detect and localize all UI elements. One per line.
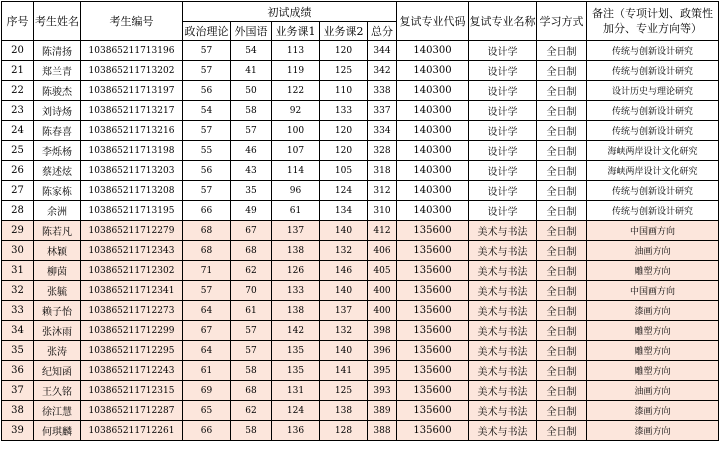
table-row [2,121,719,141]
cell-name: 陈骏杰 [34,81,81,101]
cell-name: 刘诗炀 [34,101,81,121]
cell-remark: 传统与创新设计研究 [587,41,719,61]
cell-politics: 69 [183,381,231,401]
cell-foreign: 43 [231,161,272,181]
cell-course1: 107 [272,141,320,161]
cell-politics: 57 [183,281,231,301]
table-row [2,61,719,81]
cell-remark: 雕塑方向 [587,361,719,381]
cell-seq: 33 [2,301,34,321]
cell-name: 陈春喜 [34,121,81,141]
cell-retest-code: 135600 [397,281,469,301]
cell-study-mode: 全日制 [537,281,587,301]
header-prelim-group: 初试成绩 [183,2,397,22]
cell-name: 蔡述炫 [34,161,81,181]
cell-retest-code: 135600 [397,301,469,321]
cell-seq: 21 [2,61,34,81]
cell-foreign: 58 [231,101,272,121]
cell-course2: 140 [320,281,368,301]
table-row [2,421,719,441]
cell-id: 103865211713196 [81,41,183,61]
cell-course2: 132 [320,241,368,261]
cell-id: 103865211713203 [81,161,183,181]
cell-total: 344 [368,41,397,61]
cell-total: 342 [368,61,397,81]
cell-course2: 110 [320,81,368,101]
cell-course1: 138 [272,241,320,261]
cell-retest-code: 140300 [397,121,469,141]
cell-foreign: 57 [231,321,272,341]
cell-foreign: 70 [231,281,272,301]
cell-course2: 120 [320,141,368,161]
cell-retest-code: 135600 [397,381,469,401]
cell-study-mode: 全日制 [537,381,587,401]
cell-foreign: 68 [231,381,272,401]
cell-retest-code: 135600 [397,321,469,341]
cell-foreign: 57 [231,341,272,361]
cell-course2: 125 [320,61,368,81]
cell-course2: 124 [320,181,368,201]
cell-retest-name: 设计学 [469,41,537,61]
cell-retest-name: 设计学 [469,101,537,121]
cell-total: 398 [368,321,397,341]
cell-remark: 漆画方向 [587,401,719,421]
cell-course1: 138 [272,301,320,321]
cell-politics: 67 [183,321,231,341]
cell-id: 103865211712273 [81,301,183,321]
cell-study-mode: 全日制 [537,61,587,81]
cell-politics: 64 [183,341,231,361]
cell-course1: 133 [272,281,320,301]
cell-remark: 雕塑方向 [587,341,719,361]
cell-course1: 113 [272,41,320,61]
cell-seq: 34 [2,321,34,341]
cell-seq: 22 [2,81,34,101]
cell-name: 张毓 [34,281,81,301]
cell-politics: 61 [183,361,231,381]
cell-politics: 64 [183,301,231,321]
cell-id: 103865211712261 [81,421,183,441]
cell-retest-name: 美术与书法 [469,241,537,261]
header-retest-code: 复试专业代码 [397,2,469,41]
cell-total: 328 [368,141,397,161]
cell-course1: 96 [272,181,320,201]
cell-seq: 28 [2,201,34,221]
cell-name: 余洲 [34,201,81,221]
cell-study-mode: 全日制 [537,301,587,321]
header-total: 总分 [368,22,397,41]
admission-list-table [1,1,719,441]
cell-name: 李烁杨 [34,141,81,161]
cell-seq: 36 [2,361,34,381]
cell-retest-code: 140300 [397,101,469,121]
cell-foreign: 41 [231,61,272,81]
cell-total: 396 [368,341,397,361]
cell-seq: 23 [2,101,34,121]
cell-retest-name: 设计学 [469,181,537,201]
cell-total: 388 [368,421,397,441]
table-row [2,101,719,121]
cell-total: 337 [368,101,397,121]
cell-course2: 146 [320,261,368,281]
cell-retest-name: 设计学 [469,161,537,181]
cell-foreign: 49 [231,201,272,221]
cell-seq: 39 [2,421,34,441]
cell-id: 103865211712302 [81,261,183,281]
cell-study-mode: 全日制 [537,241,587,261]
cell-retest-code: 135600 [397,401,469,421]
cell-politics: 68 [183,241,231,261]
cell-course2: 125 [320,381,368,401]
cell-retest-code: 140300 [397,161,469,181]
cell-id: 103865211713198 [81,141,183,161]
cell-retest-name: 设计学 [469,141,537,161]
cell-course1: 135 [272,361,320,381]
cell-id: 103865211712279 [81,221,183,241]
cell-name: 徐江慧 [34,401,81,421]
cell-remark: 设计历史与理论研究 [587,81,719,101]
cell-retest-code: 135600 [397,421,469,441]
cell-id: 103865211713208 [81,181,183,201]
cell-course2: 141 [320,361,368,381]
cell-total: 338 [368,81,397,101]
cell-retest-name: 设计学 [469,61,537,81]
cell-retest-code: 135600 [397,341,469,361]
cell-politics: 56 [183,81,231,101]
table-row [2,241,719,261]
cell-id: 103865211713202 [81,61,183,81]
cell-study-mode: 全日制 [537,261,587,281]
cell-total: 405 [368,261,397,281]
cell-course1: 136 [272,421,320,441]
cell-retest-code: 135600 [397,361,469,381]
cell-course1: 131 [272,381,320,401]
cell-remark: 雕塑方向 [587,321,719,341]
cell-remark: 雕塑方向 [587,261,719,281]
cell-total: 318 [368,161,397,181]
cell-politics: 66 [183,421,231,441]
cell-study-mode: 全日制 [537,421,587,441]
cell-remark: 油画方向 [587,381,719,401]
cell-retest-name: 美术与书法 [469,401,537,421]
cell-remark: 传统与创新设计研究 [587,61,719,81]
header-foreign: 外国语 [231,22,272,41]
cell-retest-code: 140300 [397,201,469,221]
cell-study-mode: 全日制 [537,221,587,241]
cell-id: 103865211713216 [81,121,183,141]
header-seq: 序号 [2,2,34,41]
cell-retest-code: 140300 [397,81,469,101]
cell-remark: 传统与创新设计研究 [587,201,719,221]
cell-study-mode: 全日制 [537,321,587,341]
cell-total: 400 [368,301,397,321]
cell-foreign: 46 [231,141,272,161]
cell-total: 395 [368,361,397,381]
cell-retest-code: 140300 [397,181,469,201]
table-header [2,2,719,41]
cell-politics: 57 [183,181,231,201]
cell-retest-name: 美术与书法 [469,421,537,441]
cell-politics: 56 [183,161,231,181]
cell-retest-name: 美术与书法 [469,381,537,401]
cell-foreign: 58 [231,361,272,381]
table-row [2,41,719,61]
cell-name: 张沐雨 [34,321,81,341]
cell-total: 412 [368,221,397,241]
table-row [2,381,719,401]
cell-total: 312 [368,181,397,201]
cell-retest-name: 美术与书法 [469,281,537,301]
cell-remark: 漆画方向 [587,301,719,321]
cell-retest-code: 140300 [397,141,469,161]
table-row [2,141,719,161]
cell-total: 389 [368,401,397,421]
cell-total: 406 [368,241,397,261]
cell-politics: 57 [183,121,231,141]
cell-study-mode: 全日制 [537,181,587,201]
header-course2: 业务课2 [320,22,368,41]
cell-course1: 61 [272,201,320,221]
cell-politics: 66 [183,201,231,221]
cell-total: 334 [368,121,397,141]
cell-course1: 142 [272,321,320,341]
cell-retest-name: 美术与书法 [469,301,537,321]
cell-name: 陈家栋 [34,181,81,201]
cell-course1: 119 [272,61,320,81]
cell-foreign: 35 [231,181,272,201]
cell-course1: 114 [272,161,320,181]
cell-foreign: 68 [231,241,272,261]
header-study-mode: 学习方式 [537,2,587,41]
cell-name: 林颖 [34,241,81,261]
table-row [2,281,719,301]
cell-remark: 传统与创新设计研究 [587,121,719,141]
table-row [2,361,719,381]
cell-study-mode: 全日制 [537,341,587,361]
cell-retest-name: 美术与书法 [469,261,537,281]
cell-seq: 25 [2,141,34,161]
cell-politics: 65 [183,401,231,421]
cell-remark: 传统与创新设计研究 [587,181,719,201]
header-id: 考生编号 [81,2,183,41]
cell-study-mode: 全日制 [537,141,587,161]
table-row [2,321,719,341]
cell-id: 103865211713197 [81,81,183,101]
cell-seq: 24 [2,121,34,141]
cell-id: 103865211712343 [81,241,183,261]
cell-retest-code: 135600 [397,261,469,281]
cell-retest-name: 设计学 [469,121,537,141]
cell-course2: 132 [320,321,368,341]
cell-course2: 137 [320,301,368,321]
cell-course1: 124 [272,401,320,421]
cell-study-mode: 全日制 [537,121,587,141]
cell-retest-name: 设计学 [469,81,537,101]
cell-seq: 27 [2,181,34,201]
cell-course2: 120 [320,41,368,61]
cell-seq: 37 [2,381,34,401]
cell-course2: 133 [320,101,368,121]
cell-retest-code: 135600 [397,241,469,261]
cell-politics: 57 [183,41,231,61]
cell-seq: 29 [2,221,34,241]
cell-course1: 92 [272,101,320,121]
cell-politics: 54 [183,101,231,121]
cell-foreign: 67 [231,221,272,241]
cell-course1: 137 [272,221,320,241]
table-row [2,161,719,181]
cell-remark: 海峡两岸设计文化研究 [587,141,719,161]
table-row [2,261,719,281]
cell-name: 王久铭 [34,381,81,401]
cell-study-mode: 全日制 [537,401,587,421]
cell-retest-code: 135600 [397,221,469,241]
cell-foreign: 54 [231,41,272,61]
cell-retest-name: 设计学 [469,201,537,221]
cell-study-mode: 全日制 [537,81,587,101]
table-row [2,301,719,321]
cell-remark: 油画方向 [587,241,719,261]
cell-id: 103865211712295 [81,341,183,361]
cell-name: 张涛 [34,341,81,361]
cell-foreign: 50 [231,81,272,101]
cell-course2: 140 [320,341,368,361]
cell-course2: 134 [320,201,368,221]
cell-study-mode: 全日制 [537,101,587,121]
cell-course2: 140 [320,221,368,241]
cell-retest-name: 美术与书法 [469,361,537,381]
cell-study-mode: 全日制 [537,201,587,221]
cell-study-mode: 全日制 [537,361,587,381]
header-remarks: 备注（专项计划、政策性加分、专业方向等） [587,2,719,41]
table-row [2,401,719,421]
cell-retest-code: 140300 [397,61,469,81]
cell-foreign: 58 [231,421,272,441]
cell-seq: 31 [2,261,34,281]
cell-id: 103865211713217 [81,101,183,121]
table-row [2,201,719,221]
cell-politics: 71 [183,261,231,281]
cell-total: 310 [368,201,397,221]
header-politics: 政治理论 [183,22,231,41]
cell-remark: 中国画方向 [587,281,719,301]
cell-course2: 138 [320,401,368,421]
cell-remark: 海峡两岸设计文化研究 [587,161,719,181]
cell-foreign: 57 [231,121,272,141]
cell-seq: 30 [2,241,34,261]
cell-study-mode: 全日制 [537,41,587,61]
cell-id: 103865211712315 [81,381,183,401]
cell-study-mode: 全日制 [537,161,587,181]
cell-name: 赖子怡 [34,301,81,321]
cell-id: 103865211713195 [81,201,183,221]
cell-retest-name: 美术与书法 [469,221,537,241]
cell-foreign: 62 [231,261,272,281]
cell-seq: 38 [2,401,34,421]
cell-course1: 126 [272,261,320,281]
table-row [2,341,719,361]
cell-name: 陈若凡 [34,221,81,241]
cell-name: 纪知函 [34,361,81,381]
cell-seq: 20 [2,41,34,61]
cell-course2: 120 [320,121,368,141]
cell-politics: 57 [183,61,231,81]
table-row [2,221,719,241]
cell-name: 何琪麟 [34,421,81,441]
cell-course2: 105 [320,161,368,181]
cell-retest-name: 美术与书法 [469,321,537,341]
cell-name: 陈清扬 [34,41,81,61]
cell-remark: 传统与创新设计研究 [587,101,719,121]
table-body [2,41,719,441]
cell-seq: 32 [2,281,34,301]
cell-retest-code: 140300 [397,41,469,61]
header-course1: 业务课1 [272,22,320,41]
cell-id: 103865211712243 [81,361,183,381]
cell-id: 103865211712287 [81,401,183,421]
cell-seq: 35 [2,341,34,361]
cell-name: 郑兰青 [34,61,81,81]
cell-seq: 26 [2,161,34,181]
cell-retest-name: 美术与书法 [469,341,537,361]
table-row [2,81,719,101]
cell-course2: 128 [320,421,368,441]
cell-name: 柳茵 [34,261,81,281]
cell-course1: 135 [272,341,320,361]
cell-remark: 漆画方向 [587,421,719,441]
cell-politics: 55 [183,141,231,161]
header-retest-name: 复试专业名称 [469,2,537,41]
cell-total: 393 [368,381,397,401]
cell-id: 103865211712341 [81,281,183,301]
cell-politics: 68 [183,221,231,241]
cell-remark: 中国画方向 [587,221,719,241]
cell-total: 400 [368,281,397,301]
cell-course1: 122 [272,81,320,101]
table-row [2,181,719,201]
cell-course1: 100 [272,121,320,141]
cell-foreign: 62 [231,401,272,421]
header-name: 考生姓名 [34,2,81,41]
cell-id: 103865211712299 [81,321,183,341]
cell-foreign: 61 [231,301,272,321]
